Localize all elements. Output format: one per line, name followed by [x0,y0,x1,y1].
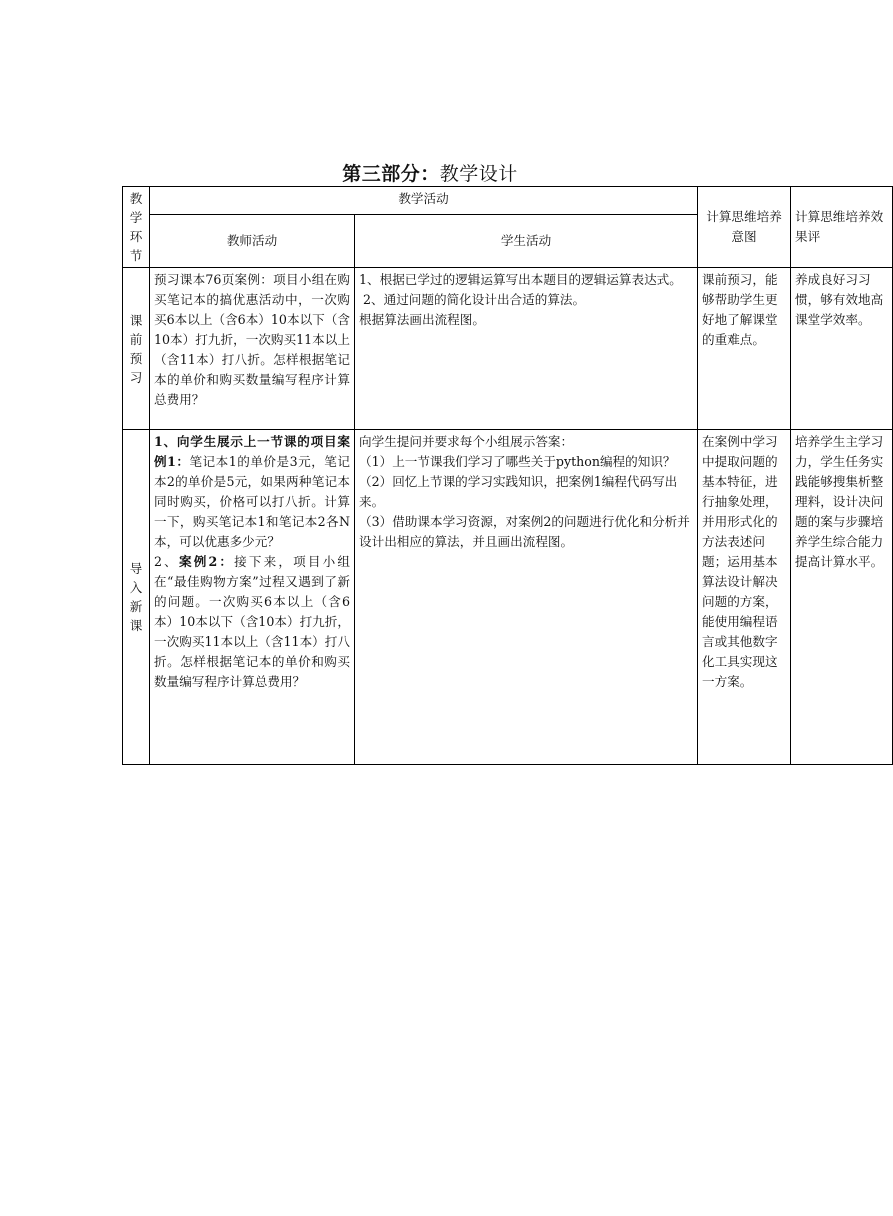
case1-heading: 1、向学生展示上一节课的项目案例1： [154,434,350,469]
row1-teacher: 预习课本76页案例：项目小组在购买笔记本的搞优惠活动中，一次购买6本以上（含6本）10本以下（含10本）打九折，一次购买11本以上（含11本）打八折。怎样根据笔记本的单价和购买数量编写程序计算总费用？ [150,268,355,430]
header-stage: 教学环节 [123,187,150,268]
case2-prefix: 2、 [154,554,179,569]
row1-stage: 课前预习 [123,268,150,430]
header-student: 学生活动 [355,214,698,267]
page-title [0,162,860,186]
row2-student-line: 向学生提问并要求每个小组展示答案： [359,434,574,449]
header-intent: 计算思维培养意图 [698,187,791,268]
row2-student-line: （3）借助课本学习资源，对案例2的问题进行优化和分析并设计出相应的算法，并且画出流程图。 [359,514,690,549]
row1-student-line: 根据算法画出流程图。 [359,312,485,327]
row1-student-line: 2、通过问题的简化设计出合适的算法。 [359,292,586,307]
table-row [123,430,893,765]
row2-student-line: （2）回忆上节课的学习实践知识，把案例1编程代码写出来。 [359,474,678,509]
title-normal-part: 教学设计 [439,163,518,185]
row2-stage: 导入新课 [123,430,150,765]
row1-effect: 养成良好习习惯，够有效地高课堂学效率。 [791,268,893,430]
case2-heading: 案例2： [178,554,235,569]
header-effect: 计算思维培养效果评 [791,187,893,268]
row2-intent: 在案例中学习中提取问题的基本特征，进行抽象处理，并用形式化的方法表述问题；运用基本算法设计解决问题的方案，能使用编程语言或其他数字化工具实现这一方案。 [698,430,791,765]
row2-teacher [150,430,355,765]
table-row [123,268,893,430]
row2-student [355,430,698,765]
table-viewport [122,186,884,766]
row1-student-line: 1、根据已学过的逻辑运算写出本题目的逻辑运算表达式。 [359,272,682,287]
row2-student-line: （1）上一节课我们学习了哪些关于python编程的知识？ [359,454,676,469]
header-teacher: 教师活动 [150,214,355,267]
teaching-design-table [122,186,893,765]
case2-text: 接下来，项目小组在“最佳购物方案”过程又遇到了新的问题。一次购买6本以上（含6本）10本以下（含10本）打九折，一次购买11本以上（含11本）打八折。怎样根据笔记本的单价和购买数量编写程序计算总费用？ [154,554,351,689]
row1-student [355,268,698,430]
case1-text: 笔记本1的单价是3元，笔记本2的单价是5元，如果两种笔记本同时购买，价格可以打八折。计算一下，购买笔记本1和笔记本2各N本，可以优惠多少元？ [154,454,350,549]
header-activities: 教学活动 [150,187,698,215]
title-bold-part: 第三部分： [342,163,440,185]
row1-intent: 课前预习，能够帮助学生更好地了解课堂的重难点。 [698,268,791,430]
row2-effect: 培养学生主学习力，学生任务实践能够搜集析整理料，设计决问题的案与步骤培养学生综合能力提高计算水平。 [791,430,893,765]
